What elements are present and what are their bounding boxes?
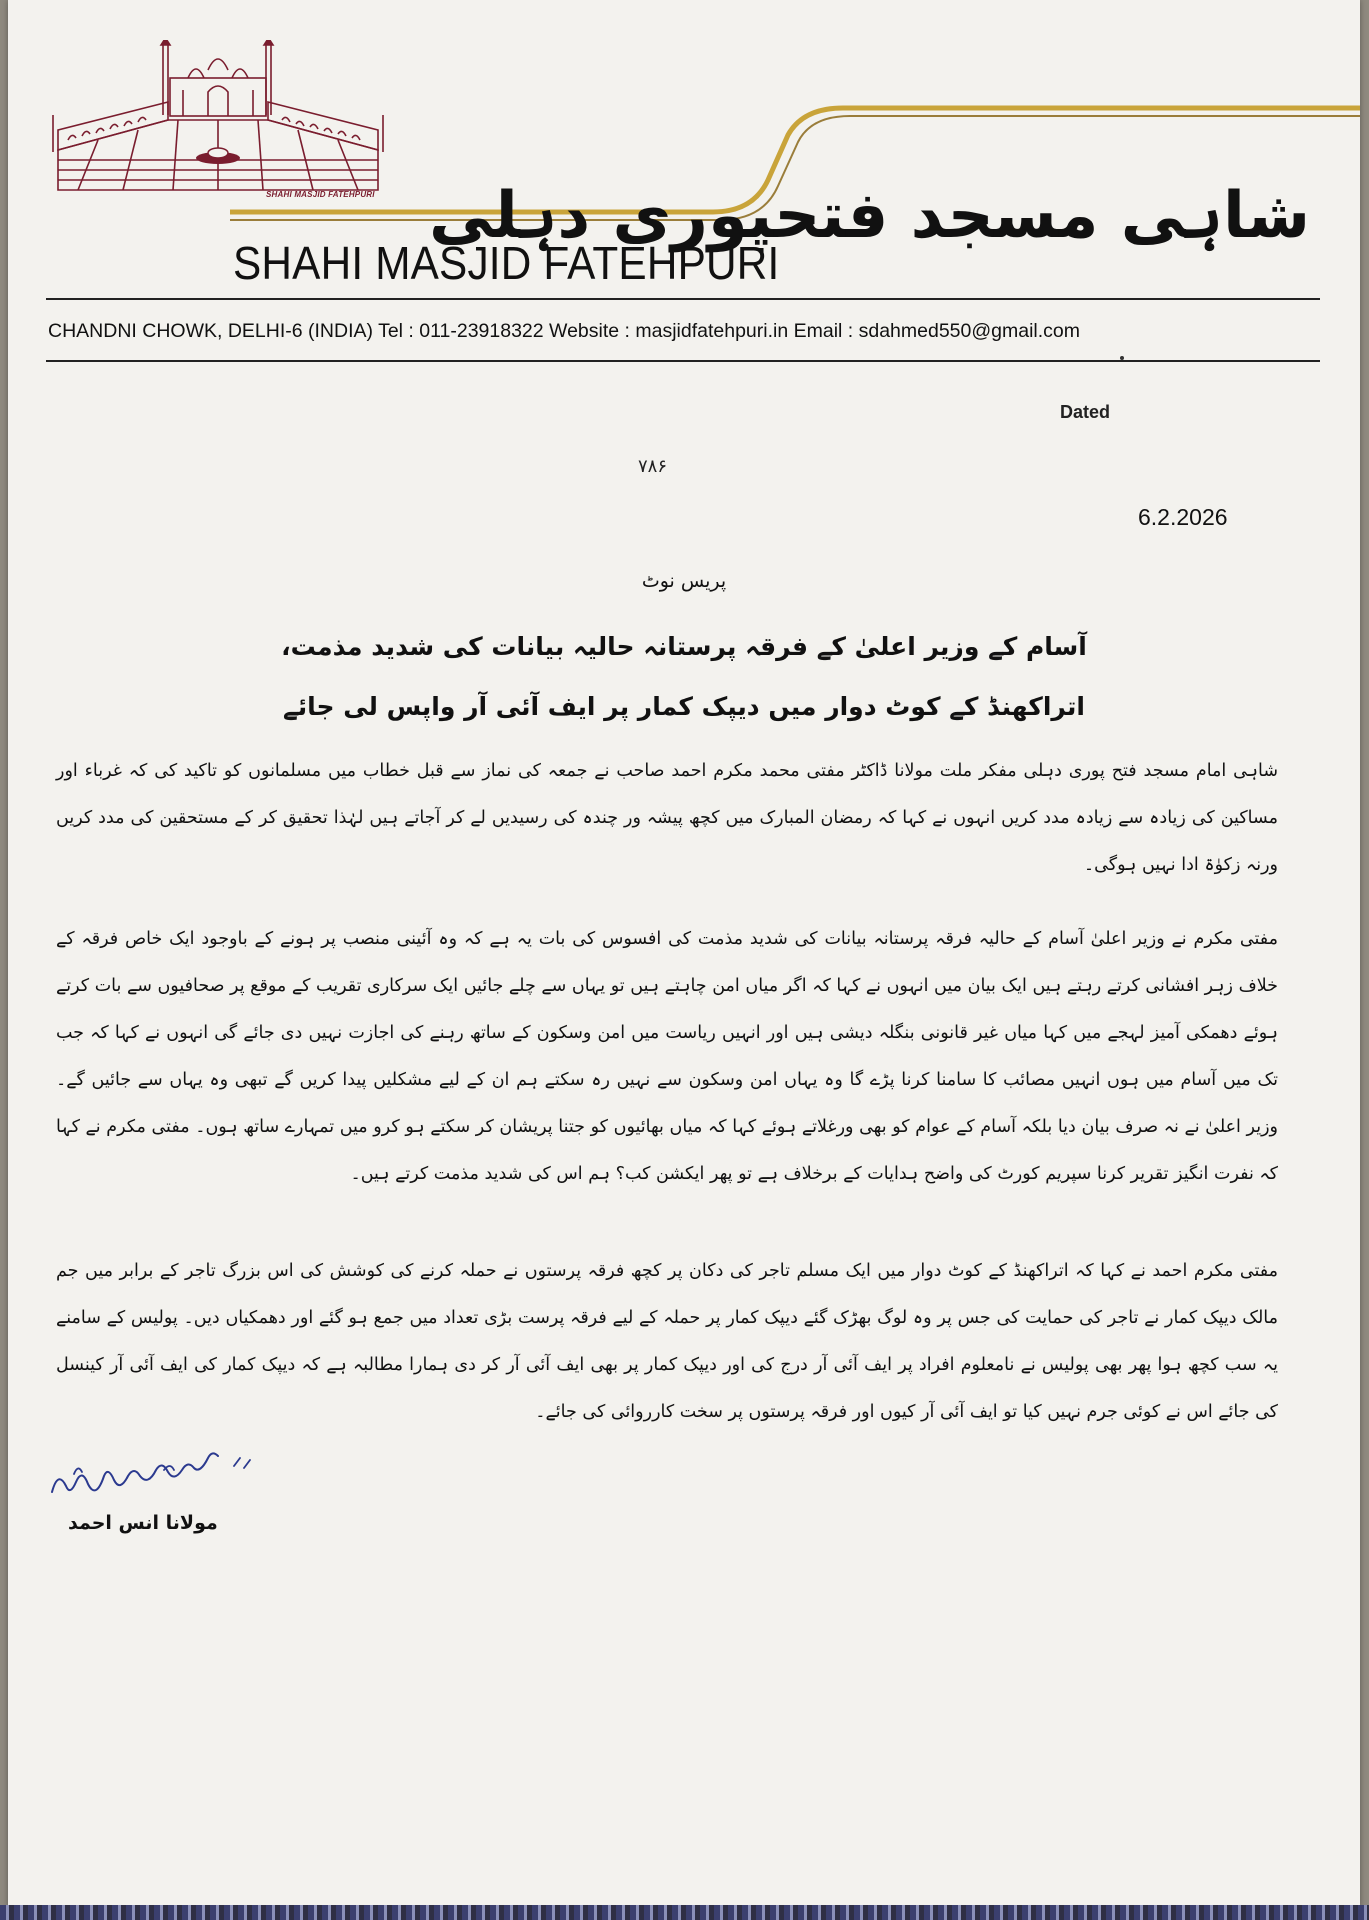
body-paragraph-1 bbox=[56, 748, 1278, 889]
paragraph-text: مفتی مکرم احمد نے کہا کہ اتراکھنڈ کے کوٹ دوار میں ایک مسلم تاجر کی دکان پر کچھ فرقہ پرستوں نے حملہ کرنے کی کوشش کی اس بزرگ تاجر کے برابر میں جم مالک دیپک کمار نے تاجر کی حمایت کی جس پر وہ لوگ بھڑک گئے دیپک کمار پر حملہ کے لیے فرقہ پرست بڑی تعداد میں جمع ہو گئے اور دھمکیاں دیں۔ پولیس کے سامنے یہ سب کچھ ہوا پھر بھی پولیس نے نامعلوم افراد پر ایف آئی آر درج کی اور دیپک کمار پر بھی ایف آئی آر کر دی ہمارا مطالبہ ہے کہ دیپک کمار کی ایف آئی آر کینسل کی جائے اس نے کوئی جرم نہیں کیا تو ایف آئی آر کیوں اور فرقہ پرستوں پر سخت کارروائی کی جائے۔ bbox=[56, 1261, 1278, 1422]
logo-caption: SHAHI MASJID FATEHPURI bbox=[266, 190, 375, 199]
signer-name: مولانا انس احمد bbox=[68, 1512, 218, 1534]
header-rule-bottom bbox=[46, 360, 1320, 362]
body-paragraph-2 bbox=[56, 916, 1278, 1198]
contact-line: CHANDNI CHOWK, DELHI-6 (INDIA) Tel : 011-23918322 Website : masjidfatehpuri.in Email : sdahmed550@gmail.com bbox=[48, 320, 1081, 342]
body-paragraph-3 bbox=[56, 1248, 1278, 1436]
background-cloth bbox=[0, 1905, 1369, 1920]
letter-page bbox=[8, 0, 1360, 1908]
mosque-logo-icon bbox=[48, 40, 388, 205]
headline-2: اتراکھنڈ کے کوٹ دوار میں دیپک کمار پر ایف آئی آر واپس لی جائے bbox=[283, 692, 1085, 721]
paragraph-text: مفتی مکرم نے وزیر اعلیٰ آسام کے حالیہ فرقہ پرستانہ بیانات کی شدید مذمت کی افسوس کی بات یہ ہے کہ وہ آئینی منصب پر ہونے کے باوجود ایک خاص فرقہ کے خلاف زہر افشانی کرتے رہتے ہیں ایک بیان میں انہوں نے کہا کہ اگر میاں امن چاہتے ہیں تو یہاں سے چلے جائیں ایک سرکاری تقریب کے موقع پر صحافیوں سے بات کرتے ہوئے دھمکی آمیز لہجے میں کہا میاں غیر قانونی بنگلہ دیشی ہیں اور انہیں ریاست میں امن وسکون کے ساتھ رہنے کی اجازت نہیں دی جائے گی انہوں نے کہا کہ جب تک میں آسام میں ہوں انہیں مصائب کا سامنا کرنا پڑے گا وہ یہاں امن وسکون سے نہیں رہ سکتے ہم ان کے لیے مشکلیں پیدا کریں گے تبھی وہ یہاں سے جائیں گے۔ وزیر اعلیٰ نے نہ صرف بیان دیا بلکہ آسام کے عوام کو بھی ورغلاتے ہوئے کہا کہ میاں بھائیوں کو جتنا پریشان کر سکتے ہو کرو میں تمہارے ساتھ ہوں۔ مفتی مکرم نے کہا کہ نفرت انگیز تقریر کرنا سپریم کورٹ کی واضح ہدایات کے برخلاف ہے تو پھر ایکشن کب؟ ہم اس کی شدید مذمت کرتے ہیں۔ bbox=[56, 929, 1278, 1184]
paragraph-text: شاہی امام مسجد فتح پوری دہلی مفکر ملت مولانا ڈاکٹر مفتی محمد مکرم احمد صاحب نے جمعہ کی نماز سے قبل خطاب میں مسلمانوں کو تاکید کی کہ غرباء اور مساکین کی زیادہ سے زیادہ مدد کریں انہوں نے کہا کہ رمضان المبارک میں کچھ پیشہ ور چندہ کی رسیدیں لے کر آجاتے ہیں لہٰذا تحقیق کر کے مستحقین کی مدد کریں ورنہ زکوٰۃ ادا نہیں ہوگی۔ bbox=[56, 761, 1278, 875]
handwritten-signature bbox=[44, 1452, 264, 1512]
letter-date: 6.2.2026 bbox=[1138, 504, 1228, 530]
headline-1: آسام کے وزیر اعلیٰ کے فرقہ پرستانہ حالیہ بیانات کی شدید مذمت، bbox=[281, 632, 1087, 661]
dated-label: Dated bbox=[1060, 402, 1111, 422]
organization-name-urdu: شاہی مسجد فتحپوری دہلی bbox=[428, 179, 1310, 253]
press-note-title: پریس نوٹ bbox=[641, 570, 727, 592]
reference-number: ۷۸۶ bbox=[638, 456, 668, 477]
header-rule-top bbox=[46, 298, 1320, 300]
organization-name-english: SHAHI MASJID FATEHPURI bbox=[233, 237, 780, 289]
